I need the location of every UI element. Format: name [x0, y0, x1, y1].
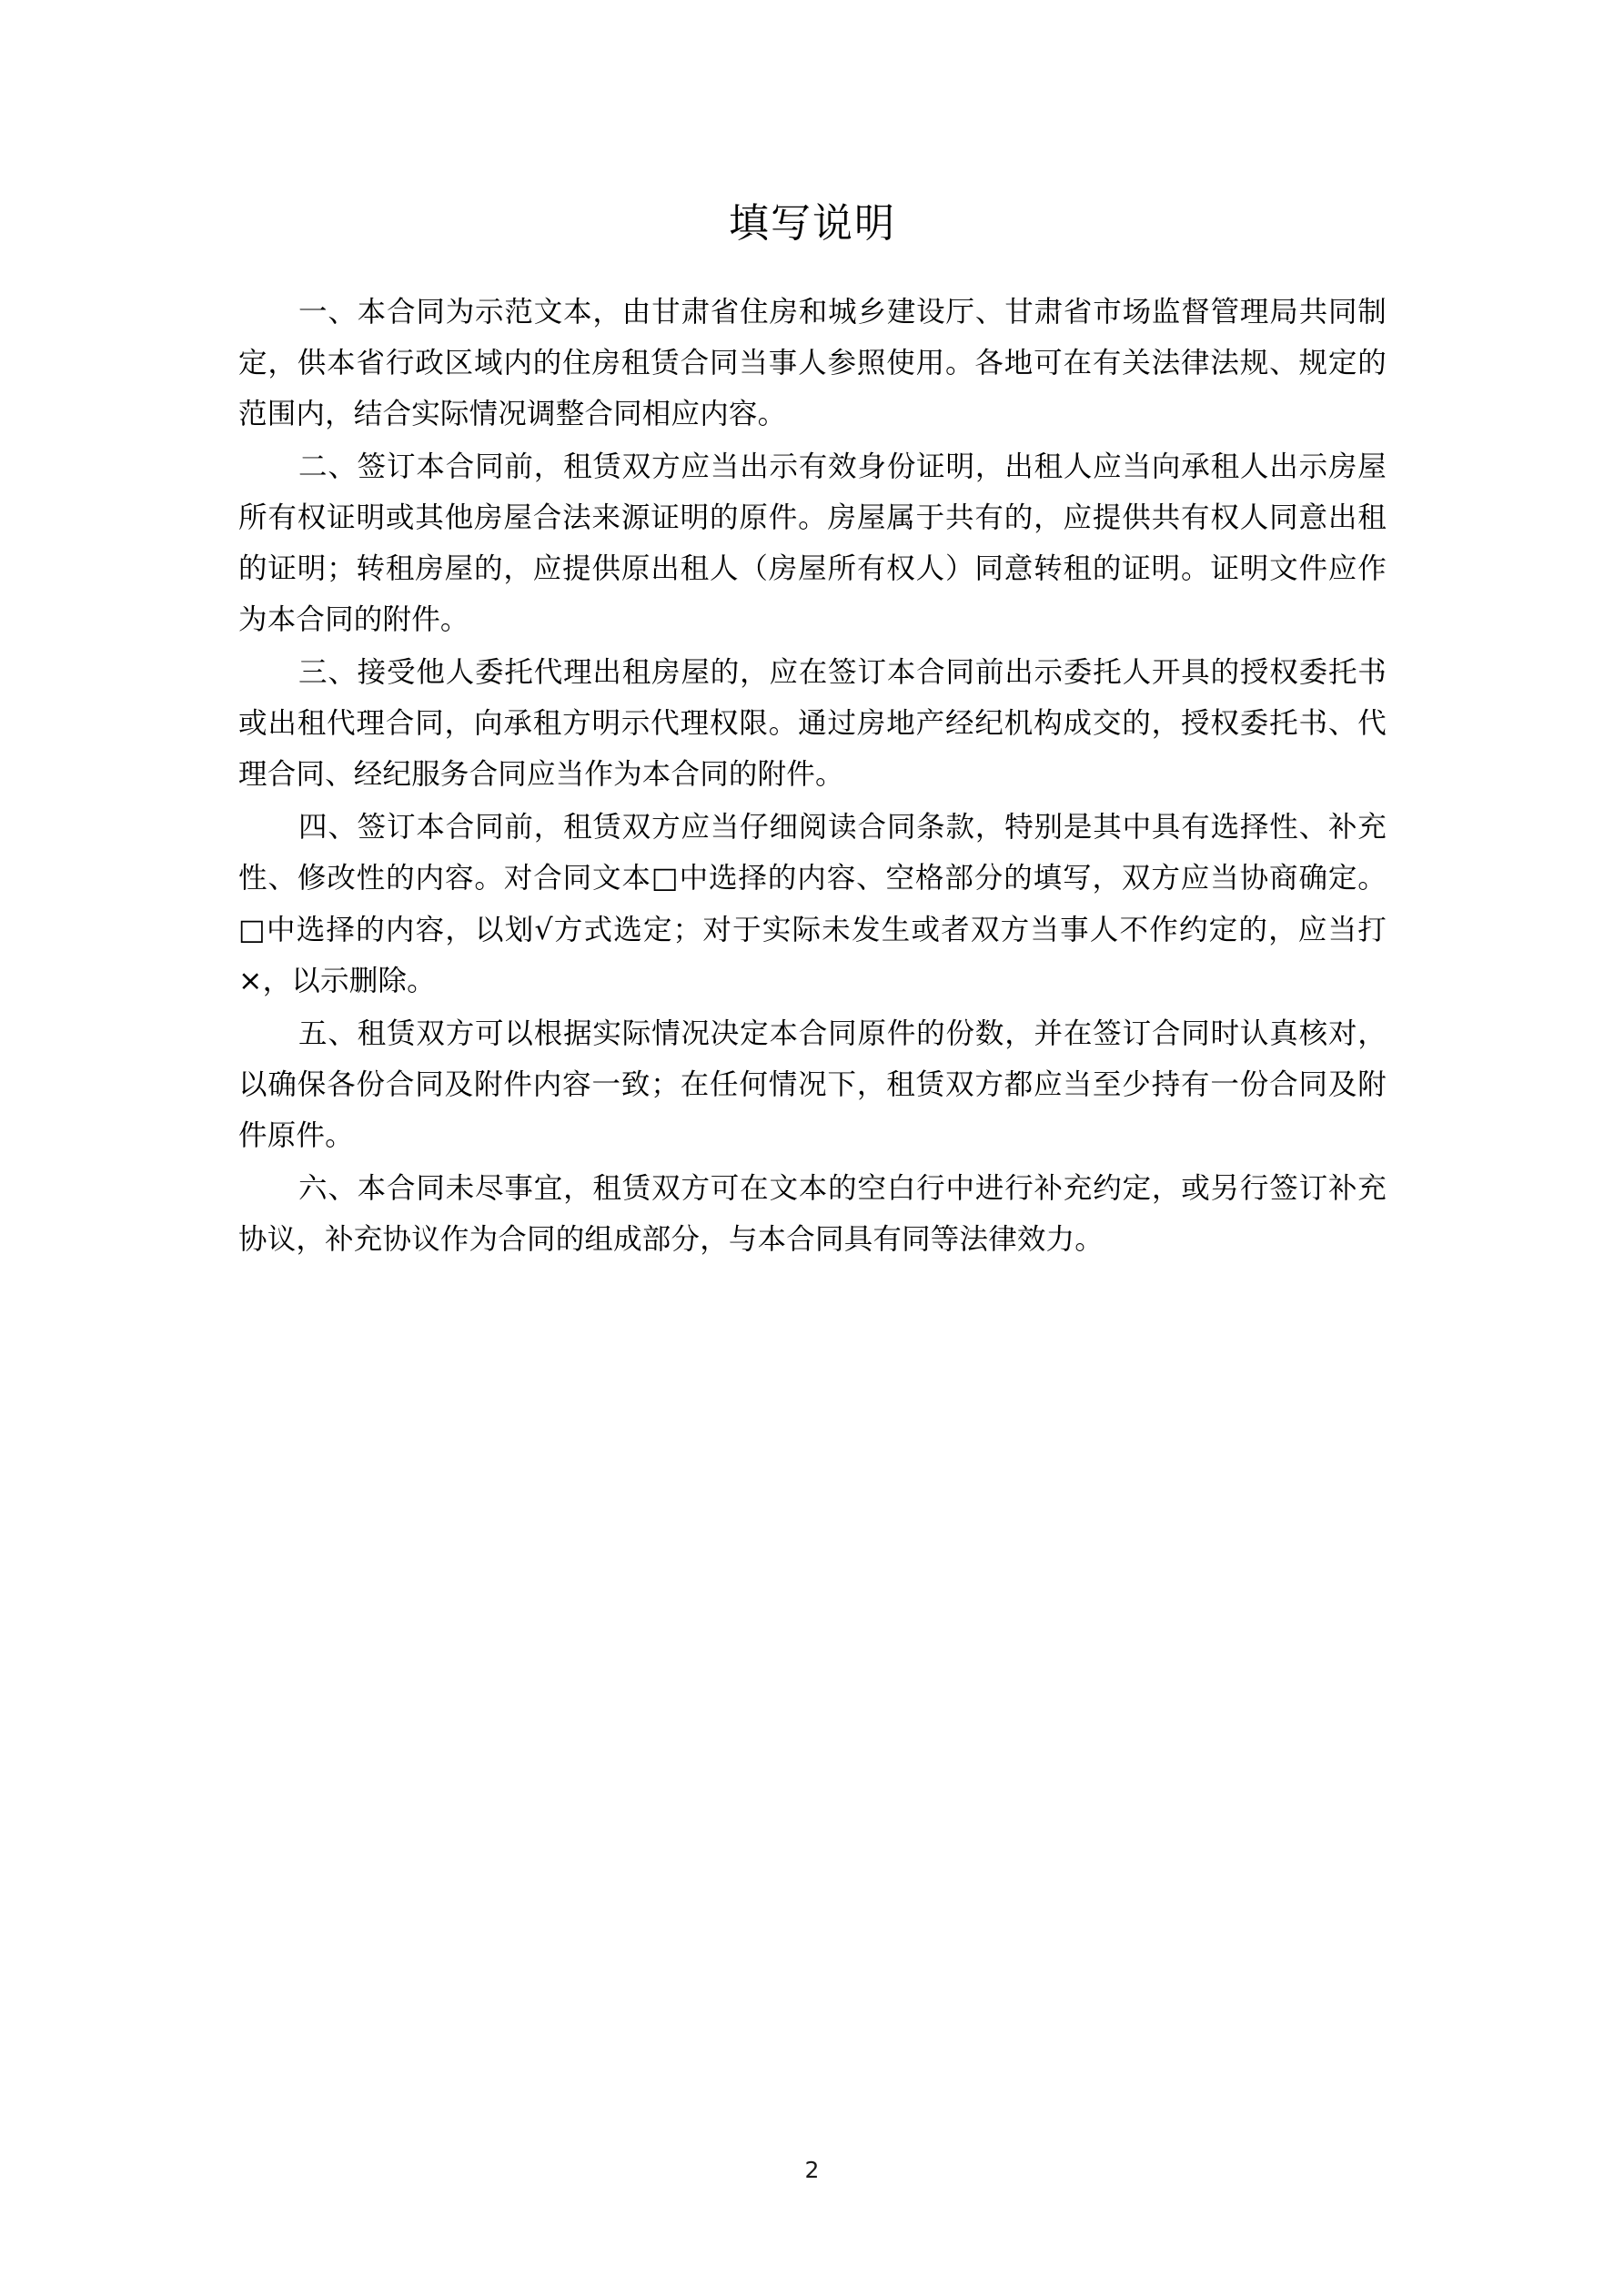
- paragraph-5: 五、租赁双方可以根据实际情况决定本合同原件的份数，并在签订合同时认真核对，以确保各份合同及附件内容一致；在任何情况下，租赁双方都应当至少持有一份合同及附件原件。: [238, 1017, 1387, 1152]
- paragraph-3: 三、接受他人委托代理出租房屋的，应在签订本合同前出示委托人开具的授权委托书或出租代理合同，向承租方明示代理权限。通过房地产经纪机构成交的，授权委托书、代理合同、经纪服务合同应当作为本合同的附件。: [238, 656, 1387, 792]
- paragraph-4: 四、签订本合同前，租赁双方应当仔细阅读合同条款，特别是其中具有选择性、补充性、修改性的内容。对合同文本□中选择的内容、空格部分的填写，双方应当协商确定。□中选择的内容，以划√方式选定；对于实际未发生或者双方当事人不作约定的，应当打×，以示删除。: [238, 811, 1387, 997]
- document-body: [238, 200, 1387, 1267]
- page-number: 2: [804, 2157, 820, 2183]
- paragraph-1: 一、本合同为示范文本，由甘肃省住房和城乡建设厅、甘肃省市场监督管理局共同制定，供本省行政区域内的住房租赁合同当事人参照使用。各地可在有关法律法规、规定的范围内，结合实际情况调整合同相应内容。: [238, 295, 1387, 430]
- paragraph-2: 二、签订本合同前，租赁双方应当出示有效身份证明，出租人应当向承租人出示房屋所有权证明或其他房屋合法来源证明的原件。房屋属于共有的，应提供共有权人同意出租的证明；转租房屋的，应提供原出租人（房屋所有权人）同意转租的证明。证明文件应作为本合同的附件。: [238, 450, 1387, 637]
- paragraph-6: 六、本合同未尽事宜，租赁双方可在文本的空白行中进行补充约定，或另行签订补充协议，补充协议作为合同的组成部分，与本合同具有同等法律效力。: [238, 1171, 1387, 1256]
- page-title: 填写说明: [729, 200, 896, 247]
